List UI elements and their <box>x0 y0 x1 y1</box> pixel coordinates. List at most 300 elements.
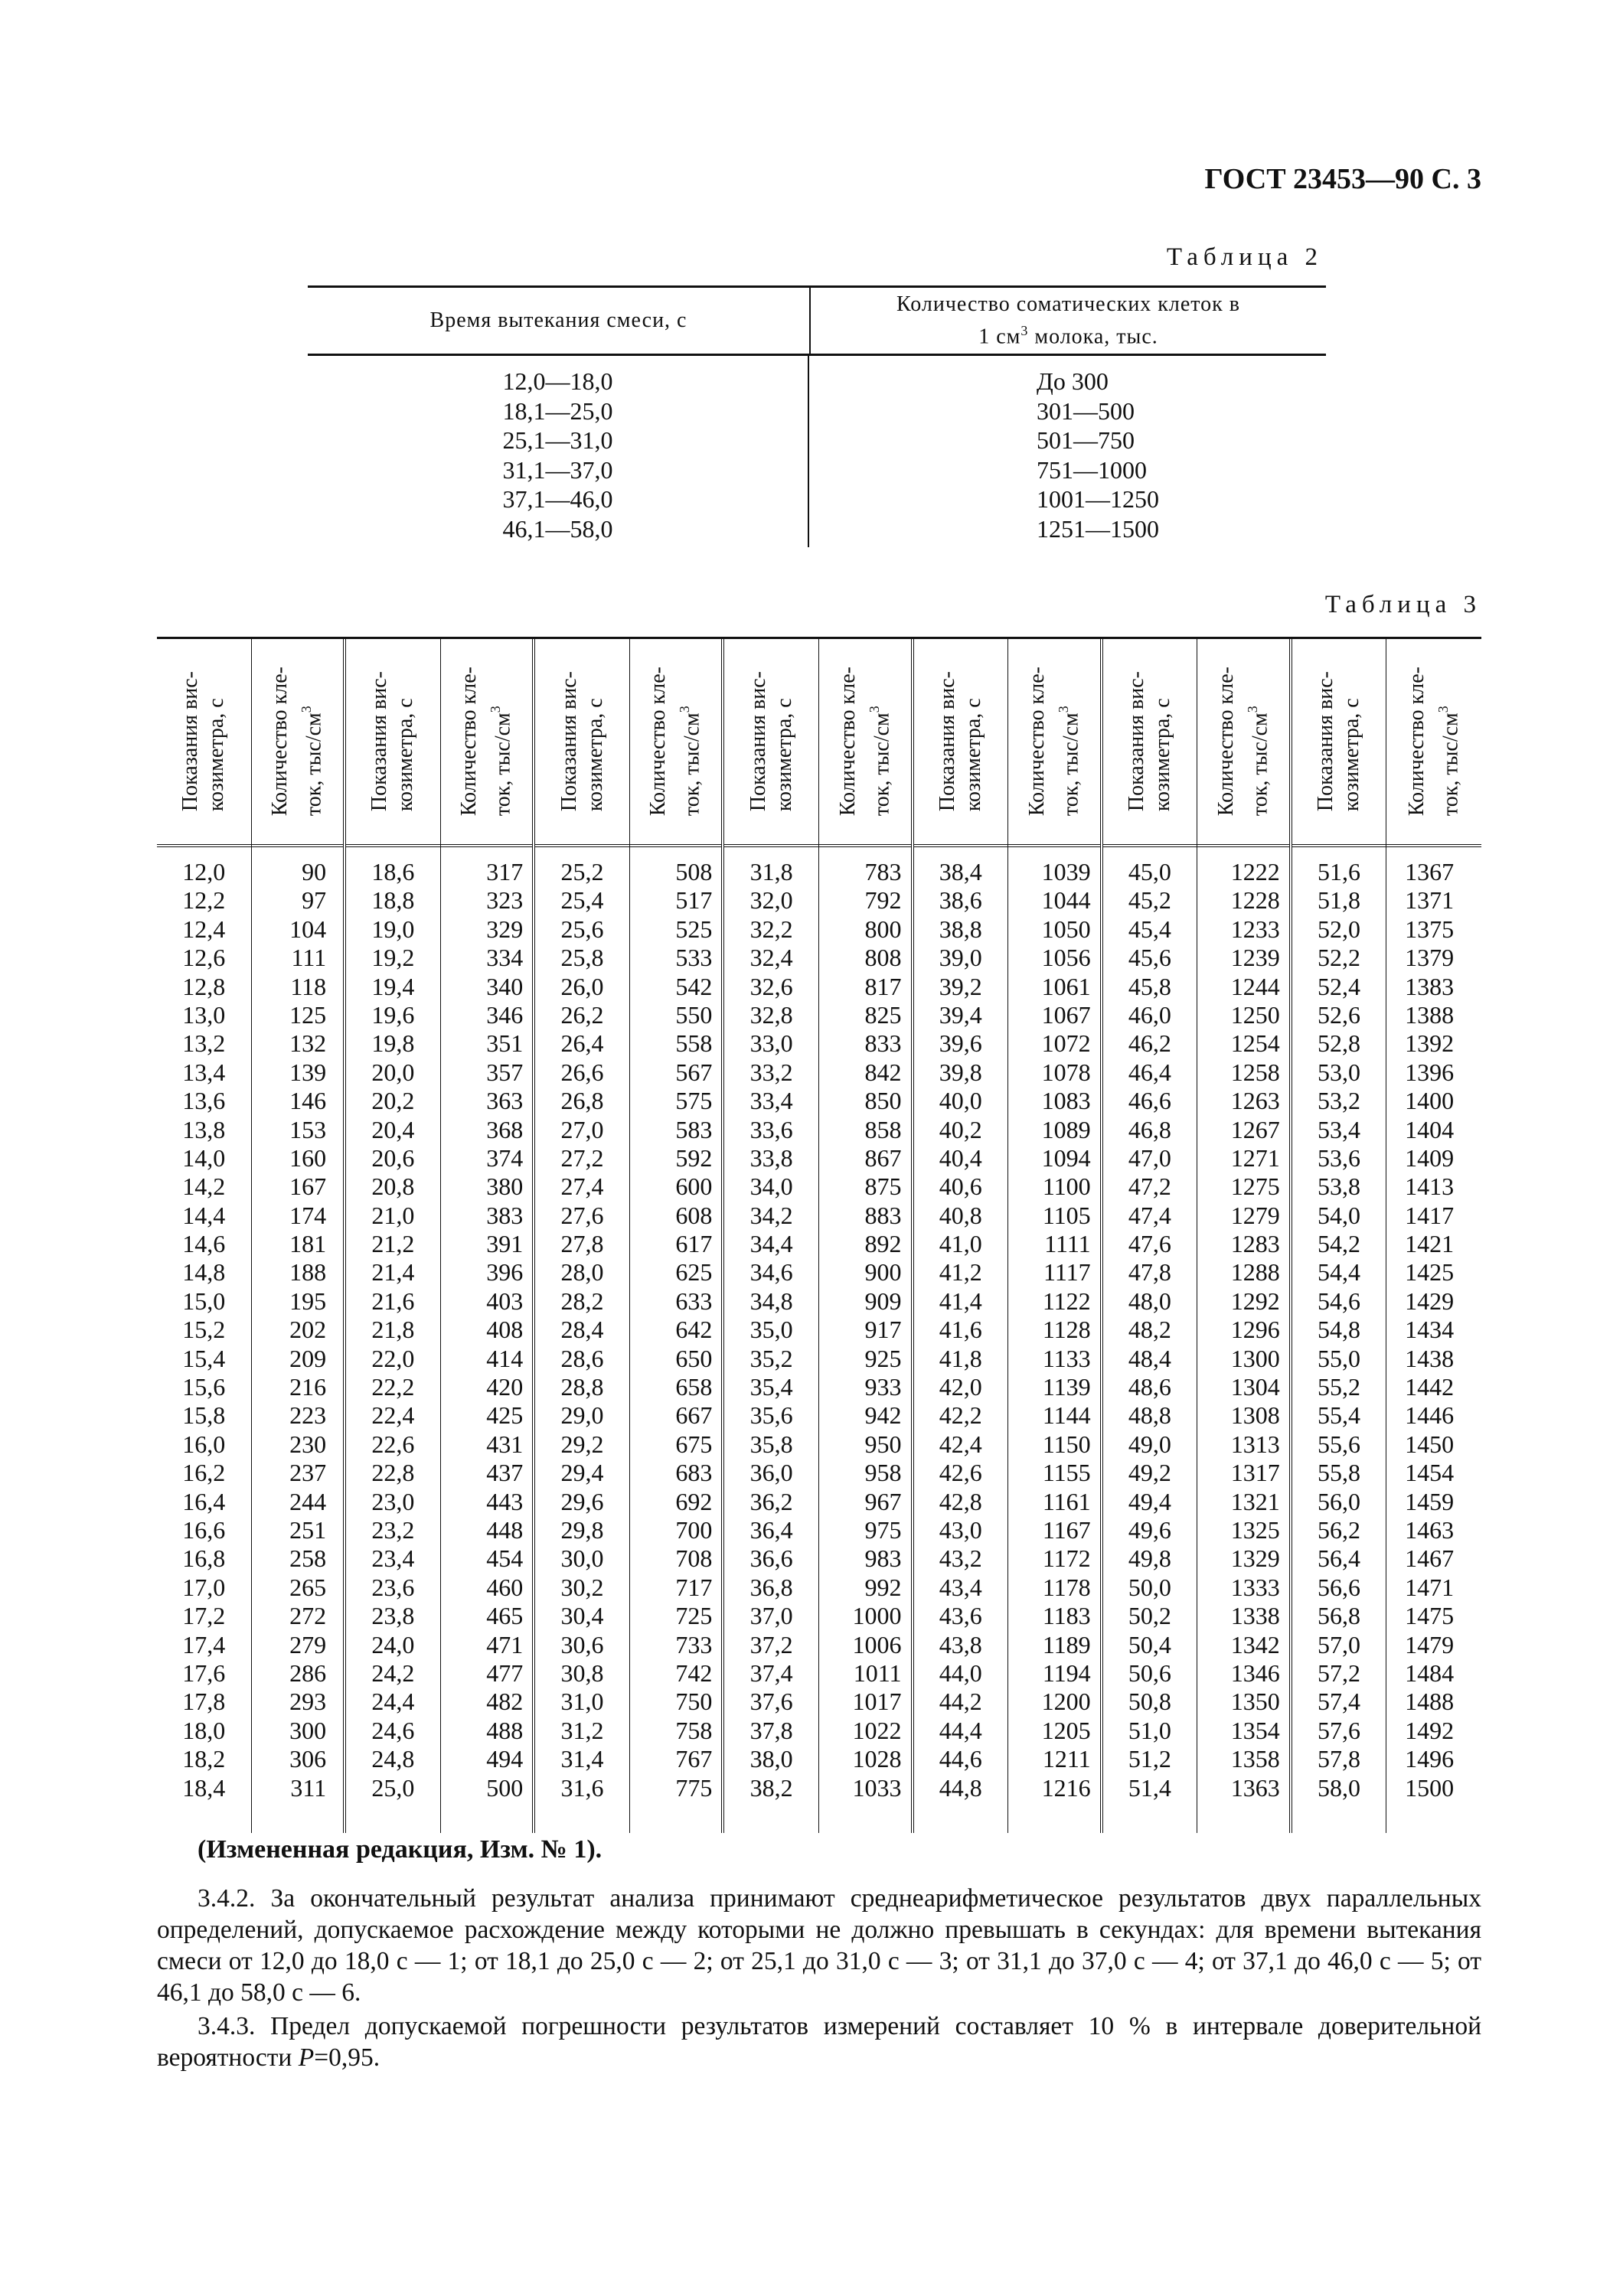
table-3-count-cell: 575 <box>675 1087 713 1115</box>
header-line: Количество кле- <box>268 667 292 817</box>
header-line: Показания вис- <box>935 671 959 812</box>
table-3-cells <box>535 847 629 1833</box>
table-3-time-cell: 47,8 <box>1128 1258 1171 1287</box>
table-3-count-cell: 1271 <box>1230 1143 1280 1172</box>
table-3-time-cell: 46,2 <box>1128 1029 1171 1058</box>
table-3-time-cell: 29,0 <box>560 1401 604 1430</box>
table-3-count-cell: 1111 <box>1044 1230 1091 1258</box>
table-3-time-cell: 54,2 <box>1318 1230 1361 1258</box>
table-3-time-cell: 12,4 <box>182 915 226 943</box>
table-3-count-cell: 1429 <box>1405 1287 1455 1315</box>
vertical-header-text <box>1404 667 1464 816</box>
table-3-count-cell: 1375 <box>1405 915 1455 943</box>
table-3-count-column <box>1386 639 1481 1833</box>
table-3-count-cell: 533 <box>675 944 713 972</box>
table-3-time-cell: 21,2 <box>371 1230 415 1258</box>
table-3-cells <box>1103 847 1197 1833</box>
table-3-time-column <box>724 639 819 1833</box>
table-3-count-cell: 188 <box>289 1258 327 1287</box>
table-3-count-cell: 431 <box>486 1430 524 1458</box>
table-3-time-cell: 38,6 <box>939 886 982 915</box>
table-3-count-cell: 1178 <box>1042 1573 1091 1601</box>
table-3-time-cell: 16,4 <box>182 1487 226 1515</box>
table-3-time-cell: 24,4 <box>371 1688 415 1716</box>
header-line: ток, тыс/см <box>1059 713 1083 817</box>
table-3-count-cell: 1346 <box>1230 1658 1280 1687</box>
table-3-count-cell: 708 <box>675 1544 713 1573</box>
table-3-time-cell: 49,6 <box>1128 1515 1171 1544</box>
table-3-count-cell: 118 <box>290 972 327 1000</box>
table-3-count-cell: 1296 <box>1230 1316 1280 1344</box>
table-3-time-cell: 18,8 <box>371 886 415 915</box>
table-3-time-cell: 39,6 <box>939 1029 982 1058</box>
table-3-time-column <box>157 639 252 1833</box>
table-3-count-cell: 858 <box>864 1115 902 1143</box>
table-3-time-cell: 54,0 <box>1318 1201 1361 1229</box>
table-3-time-cell: 41,2 <box>939 1258 982 1287</box>
table-3-count-cell: 340 <box>486 972 524 1000</box>
table-3-time-cell: 53,0 <box>1318 1058 1361 1086</box>
header-line: Количество кле- <box>457 667 482 817</box>
table-3-count-cell: 750 <box>675 1688 713 1716</box>
table-3-time-cell: 24,2 <box>371 1658 415 1687</box>
table-3-time-cell: 30,4 <box>560 1602 604 1630</box>
table-3-count-cell: 909 <box>864 1287 902 1315</box>
table-3-time-cell: 44,0 <box>939 1658 982 1687</box>
header-line: Количество кле- <box>1404 667 1429 817</box>
table-3-count-cell: 1492 <box>1405 1716 1455 1744</box>
table-3-time-cell: 15,0 <box>182 1287 226 1315</box>
table-3-count-column <box>252 639 347 1833</box>
paragraph-3-4-3 <box>157 2011 1481 2073</box>
table-3-time-cell: 45,8 <box>1128 972 1171 1000</box>
table-3-count-cell: 258 <box>289 1544 327 1573</box>
table-3-time-cell: 50,6 <box>1128 1658 1171 1687</box>
table-2-count-cell: 501—750 <box>1037 426 1135 454</box>
table-3-count-cell: 1279 <box>1230 1201 1280 1229</box>
table-3-time-column <box>346 639 441 1833</box>
table-3-time-cell: 33,8 <box>749 1143 793 1172</box>
table-3-count-cell: 167 <box>289 1172 327 1201</box>
table-3-time-cell: 48,0 <box>1128 1287 1171 1315</box>
table-3-count-cell: 767 <box>675 1745 713 1773</box>
table-3-count-cell: 1467 <box>1405 1544 1455 1573</box>
table-3-time-cell: 20,8 <box>371 1172 415 1201</box>
header-line: 1 см <box>978 325 1021 349</box>
header-line: козиметра, с <box>961 698 985 812</box>
table-3-time-cell: 25,4 <box>560 886 604 915</box>
table-3-time-cell: 47,2 <box>1128 1172 1171 1201</box>
table-3-count-cell: 1304 <box>1230 1373 1280 1401</box>
table-3-time-cell: 41,4 <box>939 1287 982 1315</box>
table-3-count-cell: 783 <box>864 858 902 885</box>
table-3-count-cell: 1388 <box>1405 1000 1455 1029</box>
table-3-count-cell: 992 <box>864 1573 902 1601</box>
table-3-count-cell: 1011 <box>853 1658 902 1687</box>
table-3-time-cell: 40,8 <box>939 1201 982 1229</box>
table-3-count-cell: 1396 <box>1405 1058 1455 1086</box>
table-3-count-cell: 875 <box>864 1172 902 1201</box>
table-3-time-cell: 57,6 <box>1318 1716 1361 1744</box>
table-3-count-cell: 508 <box>675 858 713 885</box>
table-3-count-cell: 425 <box>486 1401 524 1430</box>
header-line: Показания вис- <box>746 671 770 812</box>
table-3-count-cell: 311 <box>290 1773 327 1802</box>
table-3-time-cell: 39,0 <box>939 944 982 972</box>
table-3-count-cell: 1239 <box>1230 944 1280 972</box>
table-3-time-cell: 54,6 <box>1318 1287 1361 1315</box>
table-3-time-cell: 12,2 <box>182 886 226 915</box>
table-3-time-cell: 32,0 <box>749 886 793 915</box>
table-3-time-cell: 36,4 <box>749 1515 793 1544</box>
table-3-time-cell: 18,4 <box>182 1773 226 1802</box>
table-3-count-cell: 1417 <box>1405 1201 1455 1229</box>
table-3-count-cell: 500 <box>486 1773 524 1802</box>
table-3-count-cell: 675 <box>675 1430 713 1458</box>
table-3-count-header <box>252 639 344 847</box>
table-3-time-cell: 27,0 <box>560 1115 604 1143</box>
table-3-time-cell: 34,8 <box>749 1287 793 1315</box>
table-3-time-header <box>914 639 1008 847</box>
table-3-time-cell: 14,0 <box>182 1143 226 1172</box>
table-3-count-cell: 950 <box>864 1430 902 1458</box>
table-3-count-cell: 414 <box>486 1344 524 1372</box>
table-3-time-cell: 22,0 <box>371 1344 415 1372</box>
table-3-time-cell: 42,0 <box>939 1373 982 1401</box>
table-3-count-cell: 967 <box>864 1487 902 1515</box>
table-3-time-cell: 14,6 <box>182 1230 226 1258</box>
table-3-time-cell: 44,6 <box>939 1745 982 1773</box>
table-3-count-column <box>441 639 536 1833</box>
table-3-time-cell: 37,4 <box>749 1658 793 1687</box>
table-3-count-cell: 1500 <box>1405 1773 1455 1802</box>
table-3-count-cell: 717 <box>675 1573 713 1601</box>
header-line: Количество соматических клеток в <box>896 292 1241 316</box>
table-2-count-cell: 301—500 <box>1037 396 1135 425</box>
header-line: козиметра, с <box>1340 698 1364 812</box>
table-3-count-cell: 1283 <box>1230 1230 1280 1258</box>
header-line: ток, тыс/см <box>1248 713 1272 817</box>
table-3-count-column <box>1008 639 1103 1833</box>
table-3-count-cell: 1434 <box>1405 1316 1455 1344</box>
table-3-time-cell: 28,4 <box>560 1316 604 1344</box>
table-3-count-cell: 758 <box>675 1716 713 1744</box>
table-3-time-cell: 50,0 <box>1128 1573 1171 1601</box>
table-2-time-cell: 31,1—37,0 <box>502 455 613 484</box>
table-3-count-cell: 958 <box>864 1459 902 1487</box>
table-3-time-cell: 47,4 <box>1128 1201 1171 1229</box>
table-3-time-cell: 50,2 <box>1128 1602 1171 1630</box>
table-3-time-cell: 48,6 <box>1128 1373 1171 1401</box>
table-3-time-cell: 21,4 <box>371 1258 415 1287</box>
table-3-time-cell: 14,8 <box>182 1258 226 1287</box>
table-3-time-cell: 42,4 <box>939 1430 982 1458</box>
table-3-count-cell: 323 <box>486 886 524 915</box>
table-3-count-cell: 251 <box>289 1515 327 1544</box>
table-3-count-cell: 1421 <box>1405 1230 1455 1258</box>
vertical-header-text <box>835 667 895 816</box>
table-2-col-time-header: Время вытекания смеси, с <box>308 288 811 354</box>
table-3-count-cell: 883 <box>864 1201 902 1229</box>
table-3-time-cell: 34,6 <box>749 1258 793 1287</box>
table-3-time-cell: 58,0 <box>1318 1773 1361 1802</box>
table-2-time-cell: 18,1—25,0 <box>502 396 613 425</box>
table-3-time-cell: 32,2 <box>749 915 793 943</box>
table-3-time-cell: 35,4 <box>749 1373 793 1401</box>
table-3-count-cell: 850 <box>864 1087 902 1115</box>
header-line: козиметра, с <box>772 698 796 812</box>
table-3-time-cell: 33,6 <box>749 1115 793 1143</box>
table-3-time-cell: 17,2 <box>182 1602 226 1630</box>
table-3-time-cell: 26,8 <box>560 1087 604 1115</box>
table-3-time-cell: 17,0 <box>182 1573 226 1601</box>
table-3-count-cell: 1194 <box>1042 1658 1091 1687</box>
table-3-count-cell: 633 <box>675 1287 713 1315</box>
table-3-count-cell: 300 <box>289 1716 327 1744</box>
table-3-count-cell: 1383 <box>1405 972 1455 1000</box>
table-3-time-header <box>724 639 818 847</box>
table-3-time-cell: 32,6 <box>749 972 793 1000</box>
table-3-count-header <box>1008 639 1100 847</box>
table-3-time-cell: 54,8 <box>1318 1316 1361 1344</box>
superscript: 3 <box>1020 322 1029 338</box>
table-3-time-cell: 17,8 <box>182 1688 226 1716</box>
vertical-header-text <box>367 671 419 811</box>
table-3-count-cell: 1216 <box>1041 1773 1091 1802</box>
table-3-count-cell: 97 <box>302 886 327 915</box>
table-3-count-cell: 1475 <box>1405 1602 1455 1630</box>
superscript: 3 <box>677 706 693 713</box>
table-3-count-cell: 558 <box>675 1029 713 1058</box>
table-3-time-cell: 19,0 <box>371 915 415 943</box>
table-3-count-cell: 1484 <box>1405 1658 1455 1687</box>
table-3-time-cell: 31,0 <box>560 1688 604 1716</box>
table-3-count-cell: 1333 <box>1230 1573 1280 1601</box>
table-3-time-cell: 47,6 <box>1128 1230 1171 1258</box>
table-3-time-cell: 24,6 <box>371 1716 415 1744</box>
table-3-time-cell: 29,2 <box>560 1430 604 1458</box>
table-3-count-cell: 488 <box>486 1716 524 1744</box>
table-3-time-cell: 38,8 <box>939 915 982 943</box>
table-3-count-cell: 1067 <box>1041 1000 1091 1029</box>
table-3-time-cell: 43,6 <box>939 1602 982 1630</box>
table-3-count-cell: 1128 <box>1042 1316 1091 1344</box>
table-3-time-cell: 53,6 <box>1318 1143 1361 1172</box>
table-3-cells <box>630 847 722 1833</box>
table-3-count-cell: 1072 <box>1041 1029 1091 1058</box>
table-3-count-column <box>819 639 914 1833</box>
table-3-cells <box>1292 847 1386 1833</box>
table-3-time-cell: 57,2 <box>1318 1658 1361 1687</box>
table-3-time-cell: 42,2 <box>939 1401 982 1430</box>
table-3-count-cell: 1392 <box>1405 1029 1455 1058</box>
table-3-time-cell: 57,0 <box>1318 1630 1361 1658</box>
table-3-time-cell: 33,2 <box>749 1058 793 1086</box>
table-3-count-cell: 692 <box>675 1487 713 1515</box>
amendment-note: (Измененная редакция, Изм. № 1). <box>198 1835 603 1864</box>
table-3-count-cell: 465 <box>486 1602 524 1630</box>
table-3-count-cell: 1211 <box>1042 1745 1091 1773</box>
table-3-time-header <box>1292 639 1386 847</box>
table-3-count-cell: 800 <box>864 915 902 943</box>
table-3-count-cell: 1167 <box>1042 1515 1091 1544</box>
table-3-time-cell: 45,6 <box>1128 944 1171 972</box>
table-3-count-cell: 817 <box>864 972 902 1000</box>
table-3-time-cell: 56,4 <box>1318 1544 1361 1573</box>
table-3-time-column <box>535 639 630 1833</box>
table-3-count-cell: 608 <box>675 1201 713 1229</box>
table-3-time-cell: 27,6 <box>560 1201 604 1229</box>
table-3-time-cell: 25,6 <box>560 915 604 943</box>
table-3-time-cell: 15,6 <box>182 1373 226 1401</box>
table-3-count-cell: 1039 <box>1041 858 1091 885</box>
table-3-count-cell: 460 <box>486 1573 524 1601</box>
table-3-time-header <box>1103 639 1197 847</box>
table-3-time-cell: 47,0 <box>1128 1143 1171 1172</box>
table-3-count-cell: 1122 <box>1042 1287 1091 1315</box>
table-3-time-cell: 28,8 <box>560 1373 604 1401</box>
table-3-count-cell: 1183 <box>1042 1602 1091 1630</box>
table-3-time-cell: 55,4 <box>1318 1401 1361 1430</box>
table-2-label: Таблица 2 <box>1166 243 1323 271</box>
table-3-time-cell: 37,0 <box>749 1602 793 1630</box>
table-3-count-cell: 1050 <box>1041 915 1091 943</box>
table-3-time-cell: 56,6 <box>1318 1573 1361 1601</box>
table-3-time-cell: 44,2 <box>939 1688 982 1716</box>
table-3-count-cell: 293 <box>289 1688 327 1716</box>
table-3-time-cell: 55,0 <box>1318 1344 1361 1372</box>
table-3-count-cell: 1033 <box>852 1773 902 1802</box>
table-3-count-header <box>441 639 533 847</box>
table-3 <box>157 637 1481 1833</box>
table-3-time-cell: 51,6 <box>1318 858 1361 885</box>
table-3-count-cell: 471 <box>486 1630 524 1658</box>
table-3-time-cell: 27,8 <box>560 1230 604 1258</box>
table-3-count-cell: 1275 <box>1230 1172 1280 1201</box>
table-3-count-cell: 1172 <box>1042 1544 1091 1573</box>
table-3-cells <box>157 847 251 1833</box>
table-3-count-cell: 1438 <box>1405 1344 1455 1372</box>
table-3-count-cell: 1479 <box>1405 1630 1455 1658</box>
table-3-count-cell: 683 <box>675 1459 713 1487</box>
table-3-time-cell: 40,4 <box>939 1143 982 1172</box>
table-3-time-header <box>157 639 251 847</box>
table-3-count-cell: 146 <box>289 1087 327 1115</box>
table-3-count-cell: 396 <box>486 1258 524 1287</box>
table-3-time-cell: 52,2 <box>1318 944 1361 972</box>
header-line: ток, тыс/см <box>1438 713 1463 817</box>
table-3-count-cell: 494 <box>486 1745 524 1773</box>
table-3-time-cell: 37,2 <box>749 1630 793 1658</box>
table-3-time-cell: 52,0 <box>1318 915 1361 943</box>
table-3-count-cell: 900 <box>864 1258 902 1287</box>
table-3-time-cell: 57,8 <box>1318 1745 1361 1773</box>
table-3-count-cell: 380 <box>486 1172 524 1201</box>
table-3-time-column <box>1103 639 1198 1833</box>
header-line: козиметра, с <box>394 698 418 812</box>
table-3-time-cell: 42,8 <box>939 1487 982 1515</box>
table-3-time-cell: 46,4 <box>1128 1058 1171 1086</box>
table-3-count-cell: 357 <box>486 1058 524 1086</box>
table-3-count-cell: 111 <box>291 944 327 972</box>
header-line: Показания вис- <box>557 671 581 812</box>
header-line: Показания вис- <box>1314 671 1338 812</box>
header-line: Количество кле- <box>835 667 860 817</box>
table-3-time-cell: 19,4 <box>371 972 415 1000</box>
table-3-count-cell: 1317 <box>1230 1459 1280 1487</box>
table-3-count-cell: 237 <box>289 1459 327 1487</box>
table-3-count-cell: 482 <box>486 1688 524 1716</box>
table-3-count-cell: 1442 <box>1405 1373 1455 1401</box>
table-3-count-cell: 1329 <box>1230 1544 1280 1573</box>
table-3-cells <box>441 847 533 1833</box>
table-3-time-cell: 46,6 <box>1128 1087 1171 1115</box>
table-3-count-cell: 825 <box>864 1000 902 1029</box>
table-3-count-cell: 1205 <box>1041 1716 1091 1744</box>
table-3-count-cell: 983 <box>864 1544 902 1573</box>
superscript: 3 <box>299 706 315 713</box>
header-line: ток, тыс/см <box>302 713 326 817</box>
table-3-count-cell: 174 <box>289 1201 327 1229</box>
table-3-count-cell: 1367 <box>1405 858 1455 885</box>
table-3-time-cell: 52,6 <box>1318 1000 1361 1029</box>
table-3-count-cell: 1463 <box>1405 1515 1455 1544</box>
table-3-time-cell: 22,6 <box>371 1430 415 1458</box>
table-3-count-cell: 1056 <box>1041 944 1091 972</box>
table-3-time-cell: 30,6 <box>560 1630 604 1658</box>
table-3-time-cell: 22,8 <box>371 1459 415 1487</box>
table-3-time-cell: 27,2 <box>560 1143 604 1172</box>
header-line: ток, тыс/см <box>680 713 704 817</box>
table-3-count-cell: 925 <box>864 1344 902 1372</box>
table-3-count-cell: 408 <box>486 1316 524 1344</box>
table-3-count-cell: 1061 <box>1041 972 1091 1000</box>
table-3-time-cell: 23,6 <box>371 1573 415 1601</box>
table-3-count-cell: 391 <box>486 1230 524 1258</box>
table-3-count-cell: 454 <box>486 1544 524 1573</box>
table-3-time-cell: 37,6 <box>749 1688 793 1716</box>
table-3-count-cell: 230 <box>289 1430 327 1458</box>
table-3-count-cell: 617 <box>675 1230 713 1258</box>
table-3-count-cell: 1044 <box>1041 886 1091 915</box>
table-3-time-cell: 13,2 <box>182 1029 226 1058</box>
table-3-time-cell: 49,2 <box>1128 1459 1171 1487</box>
table-3-count-cell: 942 <box>864 1401 902 1430</box>
table-3-count-cell: 1254 <box>1230 1029 1280 1058</box>
table-3-count-cell: 160 <box>289 1143 327 1172</box>
table-3-time-cell: 25,8 <box>560 944 604 972</box>
table-3-count-cell: 1338 <box>1230 1602 1280 1630</box>
header-line: ток, тыс/см <box>869 713 893 817</box>
table-3-time-column <box>914 639 1009 1833</box>
table-3-time-cell: 14,2 <box>182 1172 226 1201</box>
table-3-count-cell: 1189 <box>1042 1630 1091 1658</box>
table-3-count-cell: 1450 <box>1405 1430 1455 1458</box>
table-2-time-cell: 25,1—31,0 <box>502 426 613 454</box>
table-3-count-cell: 1454 <box>1405 1459 1455 1487</box>
table-3-count-cell: 1358 <box>1230 1745 1280 1773</box>
table-3-time-cell: 13,8 <box>182 1115 226 1143</box>
table-3-time-cell: 33,4 <box>749 1087 793 1115</box>
table-3-count-cell: 1028 <box>852 1745 902 1773</box>
table-3-time-cell: 31,2 <box>560 1716 604 1744</box>
table-3-count-cell: 567 <box>675 1058 713 1086</box>
table-2-time-column <box>308 356 809 547</box>
header-line: Количество кле- <box>1024 667 1049 817</box>
header-line: ток, тыс/см <box>491 713 515 817</box>
table-3-count-cell: 1342 <box>1230 1630 1280 1658</box>
table-3-time-cell: 26,4 <box>560 1029 604 1058</box>
